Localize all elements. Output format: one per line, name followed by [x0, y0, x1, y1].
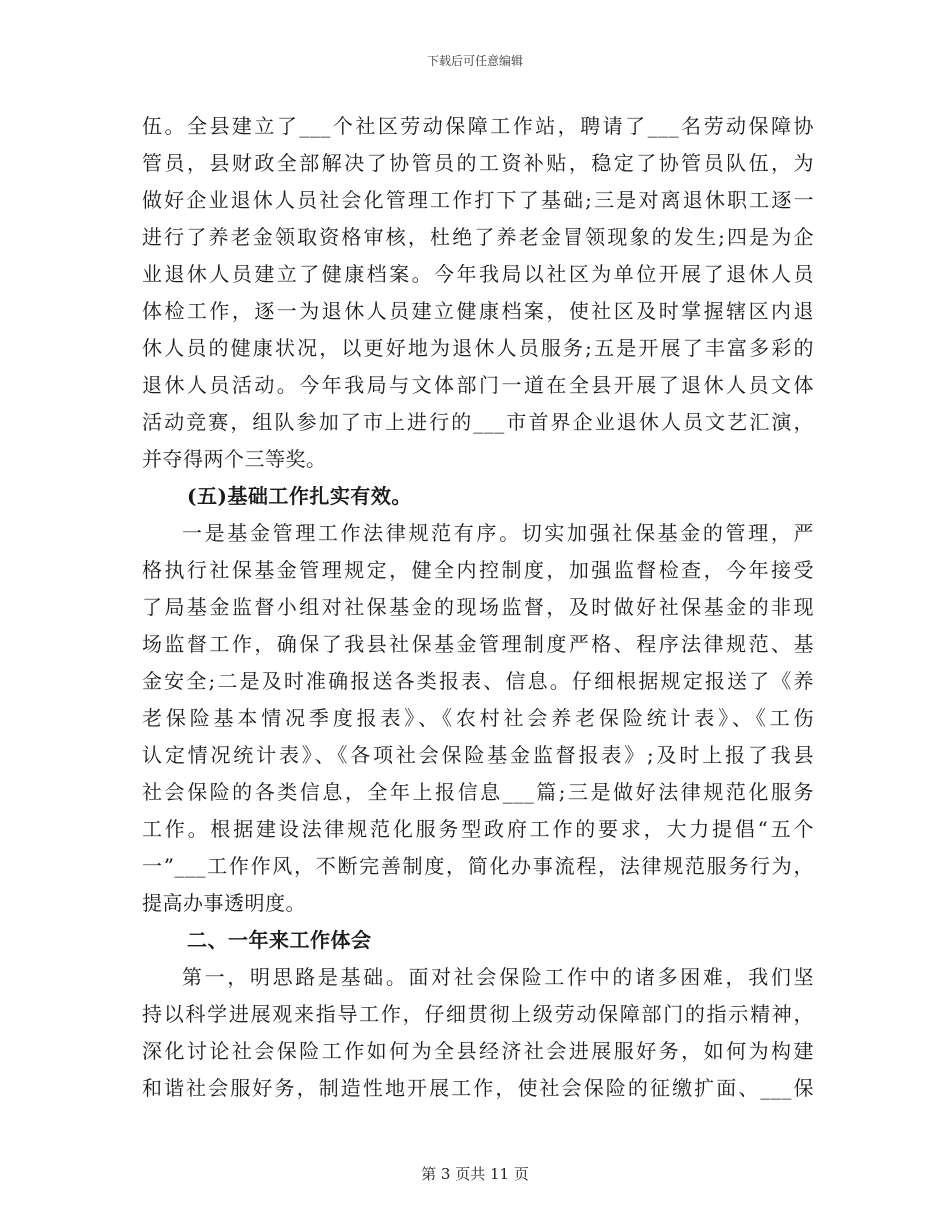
text-line: 管员，县财政全部解决了协管员的工资补贴，稳定了协管员队伍，为: [142, 151, 814, 175]
text-line: 进行了养老金领取资格审核，杜绝了养老金冒领现象的发生;四是为企: [142, 225, 814, 249]
text-line: 体检工作，逐一为退休人员建立健康档案，使社区及时掌握辖区内退: [142, 299, 814, 323]
text-line: 业退休人员建立了健康档案。今年我局以社区为单位开展了退休人员: [142, 262, 814, 286]
text-line: 场监督工作，确保了我县社保基金管理制度严格、程序法律规范、基: [142, 632, 814, 656]
text-line: 和谐社会服好务，制造性地开展工作，使社会保险的征缴扩面、___保: [142, 1076, 814, 1100]
text-line: 退休人员活动。今年我局与文体部门一道在全县开展了退休人员文体: [142, 373, 814, 397]
text-line: 第一，明思路是基础。面对社会保险工作中的诸多困难，我们坚: [182, 965, 814, 989]
text-line: 工作。根据建设法律规范化服务型政府工作的要求，大力提倡“五个: [142, 817, 814, 841]
text-line: 金安全;二是及时准确报送各类报表、信息。仔细根据规定报送了《养: [142, 669, 814, 693]
text-line: 一是基金管理工作法律规范有序。切实加强社保基金的管理，严: [182, 521, 814, 545]
page-footer: 第 3 页共 11 页: [421, 1165, 529, 1183]
text-line: 格执行社保基金管理规定，健全内控制度，加强监督检查，今年接受: [142, 558, 814, 582]
text-line: 持以科学进展观来指导工作，仔细贯彻上级劳动保障部门的指示精神，: [142, 1002, 814, 1026]
section-heading: (五)基础工作扎实有效。: [187, 484, 412, 508]
text-line: 了局基金监督小组对社保基金的现场监督，及时做好社保基金的非现: [142, 595, 814, 619]
text-line: 一”___工作作风，不断完善制度，简化办事流程，法律规范服务行为，: [142, 854, 814, 878]
text-line: 伍。全县建立了___个社区劳动保障工作站，聘请了___名劳动保障协: [142, 114, 814, 138]
text-line: 深化讨论社会保险工作如何为全县经济社会进展服好务，如何为构建: [142, 1039, 814, 1063]
section-heading: 二、一年来工作体会: [187, 928, 372, 952]
text-line: 并夺得两个三等奖。: [142, 447, 327, 471]
text-line: 老保险基本情况季度报表》、《农村社会养老保险统计表》、《工伤: [142, 706, 814, 730]
text-line: 社会保险的各类信息，全年上报信息___篇;三是做好法律规范化服务: [142, 780, 814, 804]
text-line: 提高办事透明度。: [142, 891, 306, 915]
document-body: [142, 108, 814, 1107]
text-line: 休人员的健康状况，以更好地为退休人员服务;五是开展了丰富多彩的: [142, 336, 814, 360]
page-header: 下载后可任意编辑: [426, 54, 523, 68]
text-line: 认定情况统计表》、《各项社会保险基金监督报表》;及时上报了我县: [142, 743, 814, 767]
text-line: 活动竞赛，组队参加了市上进行的___市首界企业退休人员文艺汇演，: [142, 410, 814, 434]
text-line: 做好企业退休人员社会化管理工作打下了基础;三是对离退休职工逐一: [142, 188, 814, 212]
